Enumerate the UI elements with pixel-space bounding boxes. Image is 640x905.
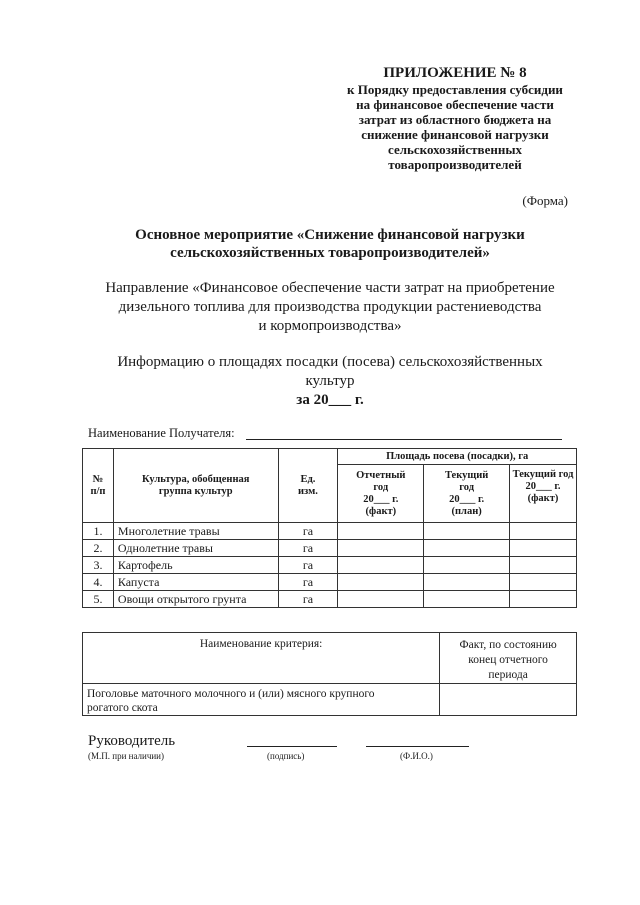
input-cell[interactable] — [510, 574, 577, 591]
full-name-caption: (Ф.И.О.) — [400, 751, 433, 761]
appendix-header — [300, 64, 610, 172]
full-name-line[interactable] — [366, 746, 469, 747]
input-cell[interactable] — [424, 574, 510, 591]
header-unit: Ед. изм. — [278, 449, 338, 523]
signature-line[interactable] — [247, 746, 337, 747]
recipient-field-line — [246, 439, 562, 440]
appendix-number: ПРИЛОЖЕНИЕ № 8 — [383, 65, 527, 81]
table-row: 3. Картофель га — [83, 557, 577, 574]
input-cell[interactable] — [510, 557, 577, 574]
info-line: культур — [305, 373, 355, 389]
input-cell[interactable] — [510, 540, 577, 557]
recipient-label: Наименование Получателя: — [88, 426, 235, 440]
appendix-line: на финансовое обеспечение части — [356, 97, 554, 112]
crop-area-table — [82, 448, 577, 608]
fact-header: Факт, по состоянию конец отчетного периода — [440, 633, 577, 684]
info-period: за 20___ г. — [296, 392, 364, 408]
header-area-group: Площадь посева (посадки), га — [338, 449, 577, 465]
header-current-plan: Текущий год 20___ г. (план) — [424, 465, 510, 523]
form-label: (Форма) — [522, 193, 568, 208]
main-event-line: Основное мероприятие «Снижение финансовой нагрузки — [135, 227, 525, 243]
header-num: № п/п — [83, 449, 114, 523]
input-cell[interactable] — [424, 591, 510, 608]
main-event-line: сельскохозяйственных товаропроизводителей» — [170, 245, 490, 261]
stamp-note: (М.П. при наличии) — [88, 751, 164, 761]
input-cell[interactable] — [440, 684, 577, 716]
info-line: Информацию о площадях посадки (посева) сельскохозяйственных — [117, 354, 543, 370]
header-crop: Культура, обобщенная группа культур — [113, 449, 278, 523]
appendix-line: снижение финансовой нагрузки — [361, 127, 549, 142]
main-event-title — [60, 226, 600, 262]
table-row: 5. Овощи открытого грунта га — [83, 591, 577, 608]
header-reporting-year: Отчетный год 20___ г. (факт) — [338, 465, 424, 523]
criteria-header: Наименование критерия: — [83, 633, 440, 684]
input-cell[interactable] — [510, 523, 577, 540]
input-cell[interactable] — [424, 540, 510, 557]
direction-line: Направление «Финансовое обеспечение части затрат на приобретение — [105, 280, 555, 296]
table-row: 4. Капуста га — [83, 574, 577, 591]
input-cell[interactable] — [338, 574, 424, 591]
info-title — [60, 353, 600, 410]
table-row — [83, 684, 577, 716]
header-current-fact: Текущий год 20___ г. (факт) — [510, 465, 577, 523]
input-cell[interactable] — [424, 523, 510, 540]
direction-text — [60, 279, 600, 336]
input-cell[interactable] — [338, 591, 424, 608]
criteria-row-label: Поголовье маточного молочного и (или) мясного крупного рогатого скота — [83, 684, 440, 716]
signature-caption: (подпись) — [267, 751, 305, 761]
appendix-line: к Порядку предоставления субсидии — [347, 82, 563, 97]
appendix-line: сельскохозяйственных — [388, 142, 522, 157]
input-cell[interactable] — [510, 591, 577, 608]
input-cell[interactable] — [338, 540, 424, 557]
signature-title: Руководитель — [88, 733, 176, 749]
input-cell[interactable] — [424, 557, 510, 574]
direction-line: и кормопроизводства» — [258, 318, 402, 334]
appendix-line: товаропроизводителей — [388, 157, 522, 172]
input-cell[interactable] — [338, 523, 424, 540]
input-cell[interactable] — [338, 557, 424, 574]
criteria-table — [82, 632, 577, 716]
appendix-line: затрат из областного бюджета на — [358, 112, 552, 127]
table-row: 2. Однолетние травы га — [83, 540, 577, 557]
direction-line: дизельного топлива для производства продукции растениеводства — [118, 299, 542, 315]
table-row: 1. Многолетние травы га — [83, 523, 577, 540]
